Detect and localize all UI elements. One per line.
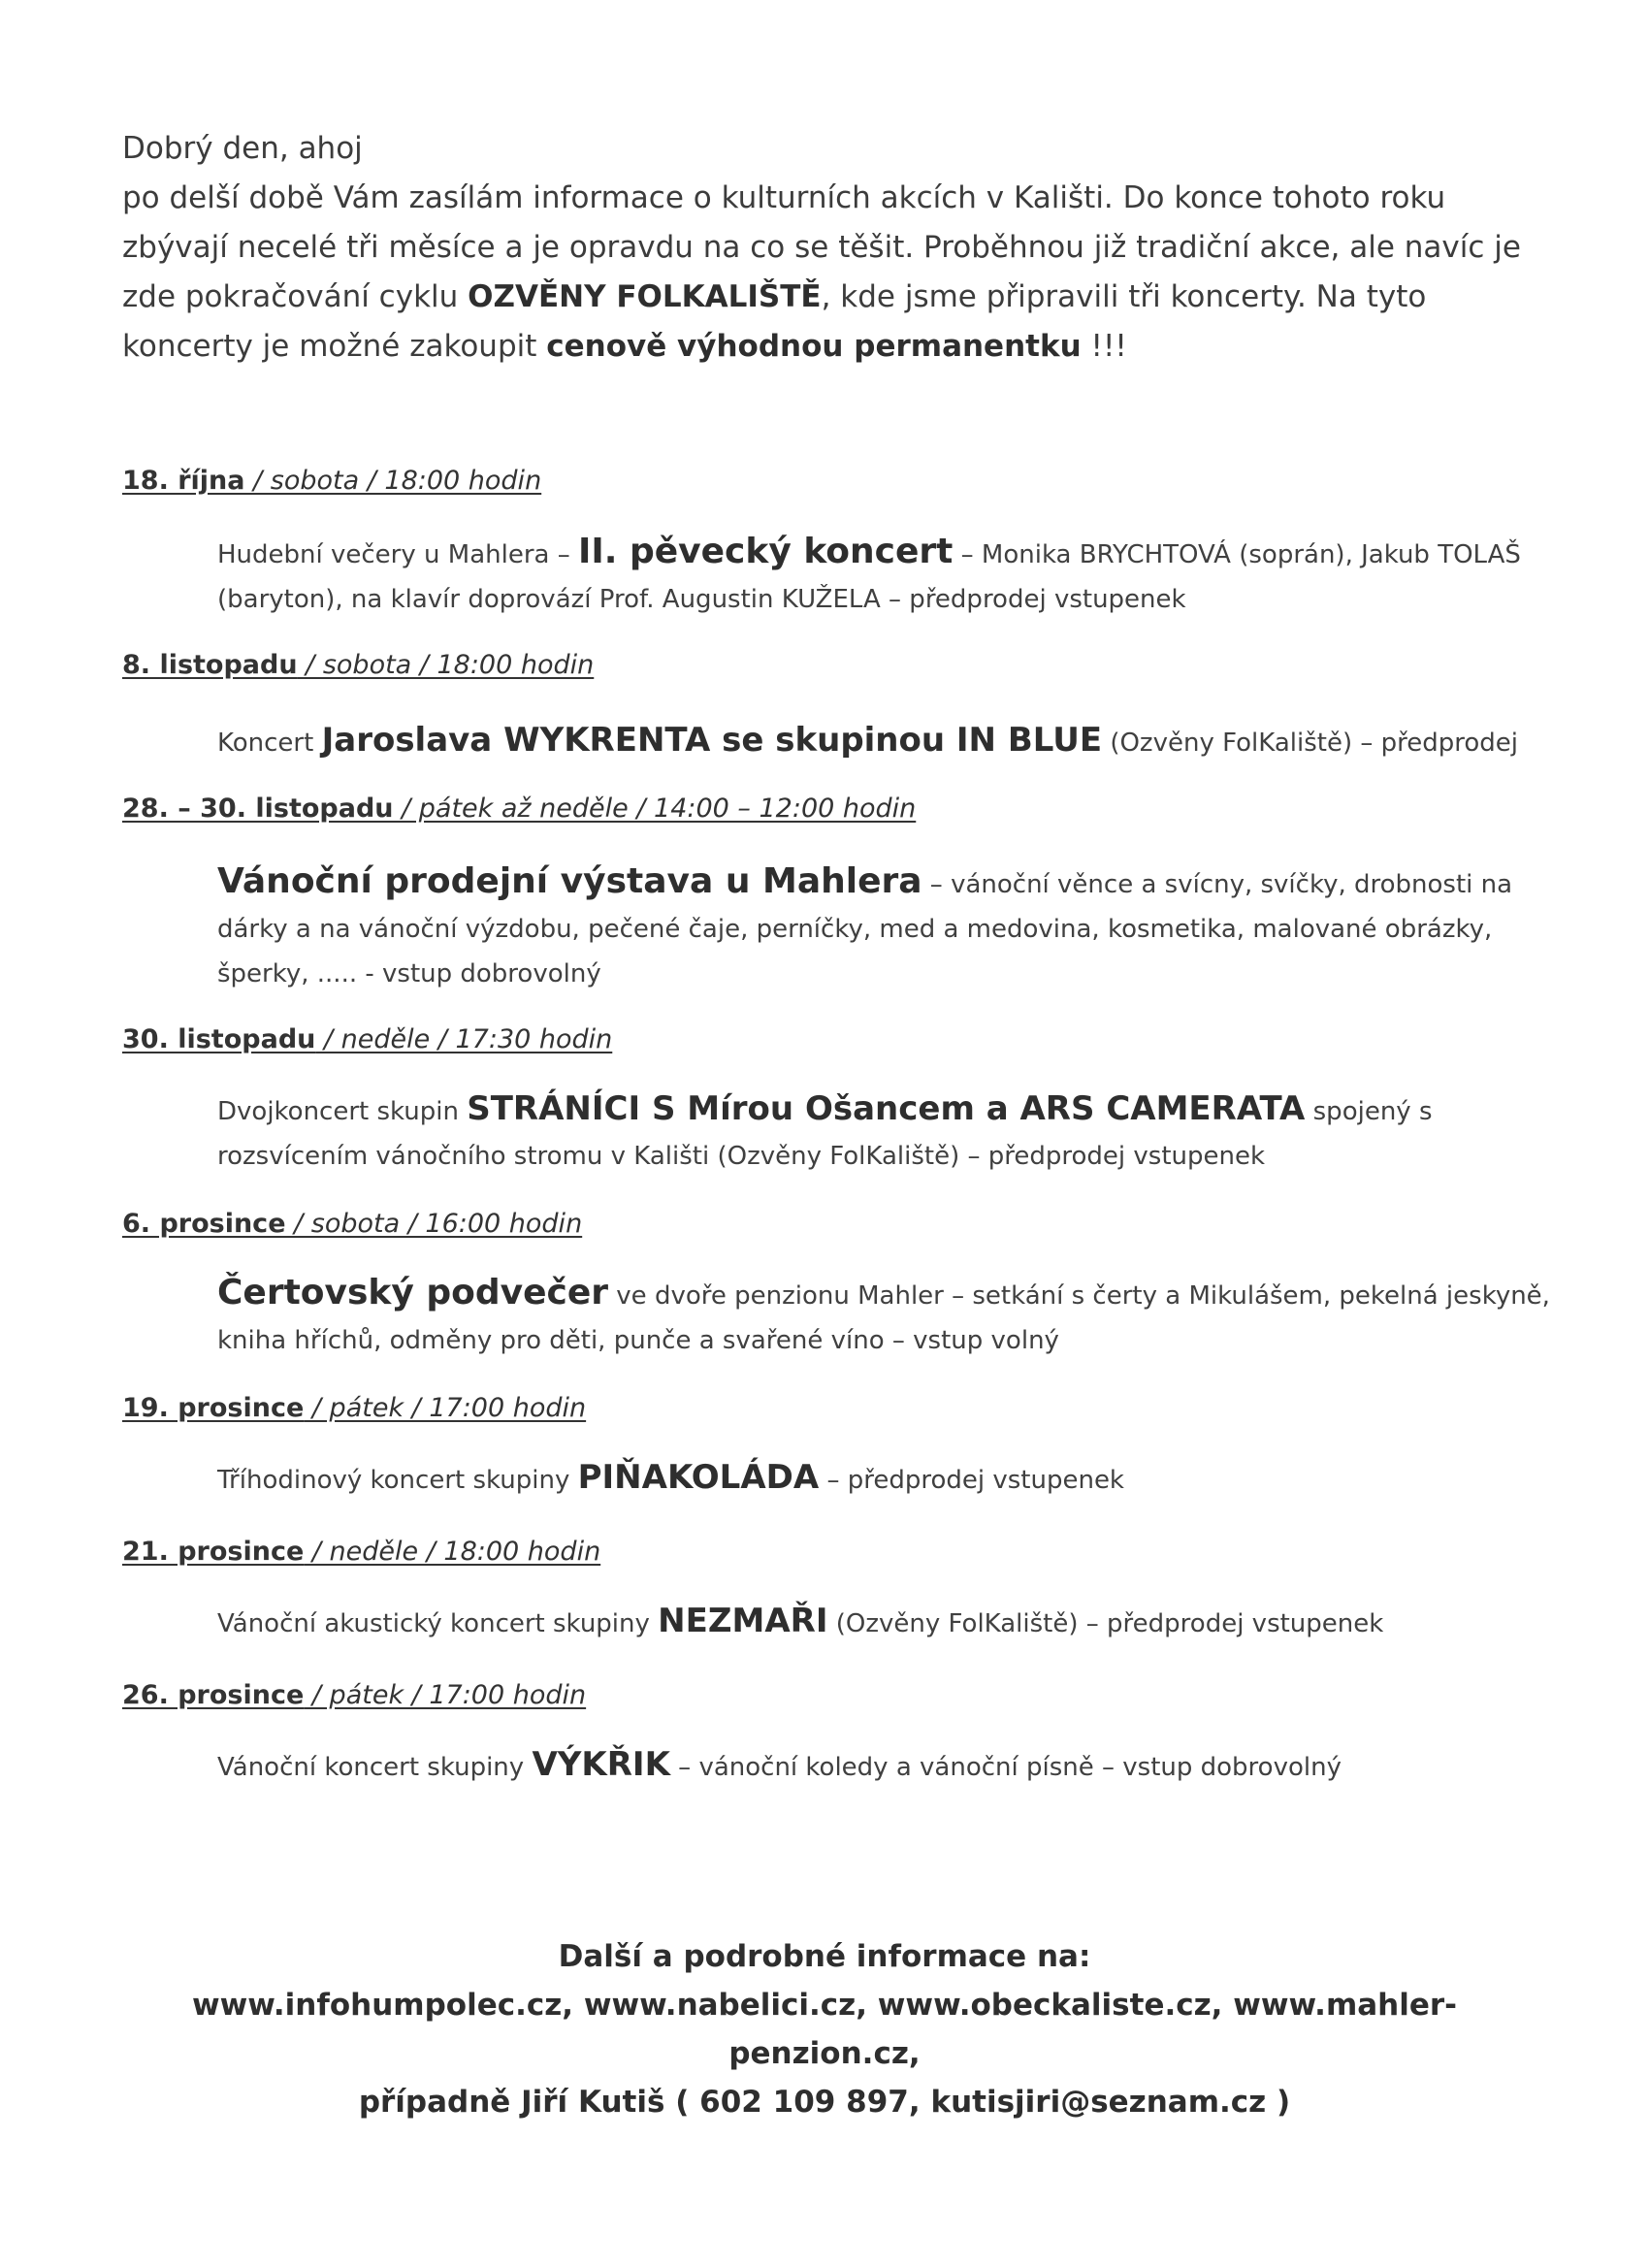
event-date-heading <box>122 1022 612 1057</box>
event-description <box>217 530 1556 622</box>
event-date: 6. prosince <box>122 1209 286 1239</box>
event-name: NEZMAŘI <box>658 1602 828 1640</box>
event-desc-text: Koncert <box>217 729 322 758</box>
event-description <box>217 1742 1556 1790</box>
event-desc-text: Dvojkoncert skupin <box>217 1097 468 1126</box>
event-desc-text: – vánoční věnce a svícny, svíčky, drobnosti na dárky a na vánoční výzdobu, pečené čaje, perníčky, med a medovina, kosmetika, malované obrázky, šperky, ..... - vstup dobrovolný <box>217 870 1513 988</box>
event-date: 21. prosince <box>122 1537 305 1567</box>
event-date-heading <box>122 1207 582 1242</box>
intro-text <box>122 124 1548 372</box>
event-time: / sobota / 18:00 hodin <box>297 650 595 680</box>
event-time: / pátek / 17:00 hodin <box>304 1393 587 1423</box>
event-description <box>217 1086 1556 1179</box>
intro-paragraph <box>122 174 1548 372</box>
event-date-heading <box>122 1535 600 1570</box>
event-desc-text: spojený s rozsvícením vánočního stromu v Kališti (Ozvěny FolKaliště) – předprodej vstupenek <box>217 1097 1433 1171</box>
event-time: / pátek až neděle / 14:00 – 12:00 hodin <box>393 794 917 824</box>
event-desc-text: – vánoční koledy a vánoční písně – vstup dobrovolný <box>669 1753 1342 1782</box>
event-description <box>217 1455 1556 1503</box>
event-date: 26. prosince <box>122 1680 305 1710</box>
greeting: Dobrý den, ahoj <box>122 131 363 166</box>
event-name: Čertovský podvečer <box>217 1273 609 1312</box>
event-time: / pátek / 17:00 hodin <box>304 1680 587 1710</box>
footer-links: www.infohumpolec.cz, www.nabelici.cz, www.obeckaliste.cz, www.mahler-penzion.cz, <box>191 1988 1458 2071</box>
event-desc-text: ve dvoře penzionu Mahler – setkání s čerty a Mikulášem, pekelná jeskyně, kniha hříchů, odměny pro děti, punče a svařené víno – vstup volný <box>217 1281 1550 1355</box>
event-time: / neděle / 17:30 hodin <box>315 1024 613 1054</box>
event-desc-text: – Monika BRYCHTOVÁ (soprán), Jakub TOLAŠ (baryton), na klavír doprovází Prof. Augustin KUŽELA – předprodej vstupenek <box>217 540 1521 614</box>
event-desc-text: (Ozvěny FolKaliště) – předprodej <box>1102 729 1519 758</box>
event-desc-text: (Ozvěny FolKaliště) – předprodej vstupenek <box>827 1609 1384 1638</box>
event-description <box>217 859 1556 996</box>
event-desc-text: Vánoční akustický koncert skupiny <box>217 1609 659 1638</box>
event-date: 8. listopadu <box>122 650 298 680</box>
event-name: II. pěvecký koncert <box>577 532 954 571</box>
event-date: 28. – 30. listopadu <box>122 794 394 824</box>
event-name: Vánoční prodejní výstava u Mahlera <box>217 861 922 901</box>
intro-text-part: , kde jsme připravili tři koncerty. Na tyto koncerty je možné zakoupit <box>122 279 1427 364</box>
event-desc-text: Vánoční koncert skupiny <box>217 1753 533 1782</box>
event-name: Jaroslava WYKRENTA se skupinou IN BLUE <box>321 721 1103 760</box>
event-time: / sobota / 16:00 hodin <box>285 1209 583 1239</box>
event-description <box>217 718 1556 765</box>
event-name: STRÁNÍCI S Mírou Ošancem a ARS CAMERATA <box>467 1089 1306 1128</box>
event-date: 30. listopadu <box>122 1024 316 1054</box>
footer-heading: Další a podrobné informace na: <box>558 1939 1091 1974</box>
intro-highlight-pass: cenově výhodnou permanentku <box>546 329 1082 364</box>
event-date-heading <box>122 1391 586 1426</box>
event-date-heading <box>122 1678 586 1713</box>
intro-text-part: !!! <box>1081 329 1127 364</box>
footer-contact: případně Jiří Kutiš ( 602 109 897, kutisjiri@seznam.cz ) <box>358 2085 1291 2120</box>
intro-text-part: po delší době Vám zasílám informace o kulturních akcích v Kališti. Do konce tohoto roku zbývají necelé tři měsíce a je opravdu na co se těšit. Proběhnou již tradiční akce, ale navíc je zde pokračování cyklu <box>122 180 1521 314</box>
event-name: PIŇAKOLÁDA <box>577 1458 820 1497</box>
event-date-heading <box>122 648 594 683</box>
event-date-heading <box>122 792 916 826</box>
event-description <box>217 1599 1556 1646</box>
event-desc-text: Hudební večery u Mahlera – <box>217 540 578 569</box>
event-time: / sobota / 18:00 hodin <box>244 466 542 496</box>
event-description <box>217 1271 1556 1363</box>
event-date-heading <box>122 464 541 499</box>
event-date: 19. prosince <box>122 1393 305 1423</box>
event-time: / neděle / 18:00 hodin <box>304 1537 601 1567</box>
event-date: 18. října <box>122 466 245 496</box>
footer-info <box>97 1932 1552 2126</box>
event-desc-text: Tříhodinový koncert skupiny <box>217 1466 578 1495</box>
event-desc-text: – předprodej vstupenek <box>819 1466 1124 1495</box>
event-name: VÝKŘIK <box>532 1745 670 1784</box>
intro-highlight-cycle: OZVĚNY FOLKALIŠTĚ <box>468 279 822 314</box>
